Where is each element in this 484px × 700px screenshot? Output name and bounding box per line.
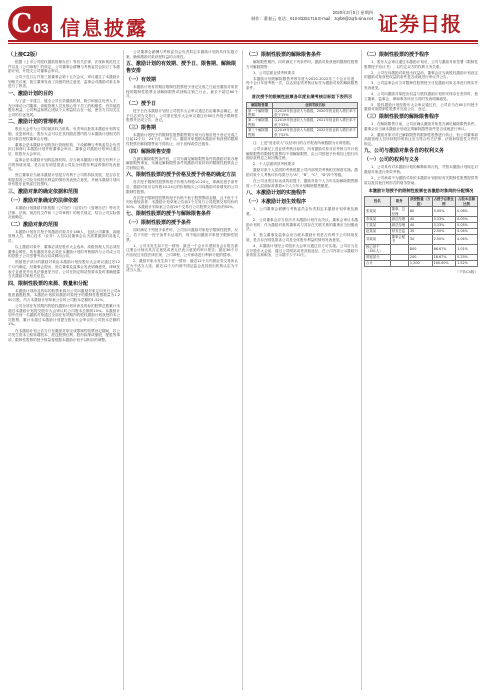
table-cell: 以2019年营业收入为基数，2022年营业收入增长率不低于52% bbox=[274, 128, 356, 137]
page-number-badge bbox=[8, 6, 52, 42]
body-paragraph: 1、公司董事会薪酬与考核委员会负责拟定本激励计划草案及摘要。 bbox=[246, 207, 358, 216]
table-cell: 核心骨干（181人） bbox=[365, 244, 391, 254]
table-cell: 财务总监 bbox=[390, 228, 408, 234]
body-paragraph: 2、公司承诺不为激励对象依本激励计划获取有关限制性股票提供贷款以及其他任何形式的财务资助。 bbox=[364, 176, 478, 185]
body-paragraph: 3、公司监事会应当对限制性股票授予日及激励对象名单进行核实并发表意见。 bbox=[364, 81, 478, 90]
body-paragraph: 同时满足下列授予条件时，公司应向激励对象授予限制性股票，反之，若下列任一授予条件未达成的，则不能向激励对象授予限制性股票。 bbox=[126, 228, 238, 242]
body-paragraph: 本激励计划首次授予的激励对象共计186人，包括公司董事、高级管理人员、核心技术（业务）人员以及董事会认为需要激励的其他人员。 bbox=[8, 229, 120, 244]
contact-line: 制作：董春云 电话：010-83251716 E-mail：zqrb9@zqrb.sina.net bbox=[251, 16, 373, 21]
table-row bbox=[247, 118, 358, 128]
table-cell: 赵某某 bbox=[365, 228, 391, 234]
body-paragraph: 公司董事会薪酬与考核委员会负责拟定本激励计划的具体实施方案，确保激励对象获授权益的合规性。 bbox=[126, 50, 238, 59]
body-paragraph: 本激励计划有效期自限制性股票授予登记完成之日起至激励对象获授的限制性股票全部解除限售或回购注销之日止，最长不超过60个月。 bbox=[126, 85, 238, 99]
section-heading: 二、激励计划的管理机构 bbox=[8, 119, 64, 126]
table-cell: 30 bbox=[408, 234, 432, 244]
body-paragraph: 首次授予限制性股票的授予价格不低于股票票面金额，且不低于下列价格较高者：本激励计划草案公告前1个交易日公司股票交易均价的50%；本激励计划草案公告前20个交易日公司股票交易均价的50%。 bbox=[126, 195, 238, 209]
section-title: 信息披露 bbox=[60, 16, 148, 40]
table-header-cell: 解除限售期 bbox=[247, 102, 273, 108]
table-cell: 董事、总经理 bbox=[390, 207, 408, 217]
table-cell: 以2019年营业收入为基数，2021年营业收入增长率不低于32% bbox=[274, 118, 356, 127]
table-caption: 首次授予的限制性股票各年度业绩考核目标如下表所示 bbox=[251, 93, 353, 99]
body-paragraph: 2、公司在向激励对象授出权益前，董事会应当就股权激励计划设定的激励对象获授权益的条件是否成就进行审议并公告。 bbox=[364, 70, 478, 80]
date-line: 2020年3月5日 星期四 bbox=[332, 10, 373, 15]
section-heading: 一、激励计划的目的 bbox=[8, 91, 54, 98]
table-row bbox=[365, 207, 478, 217]
table-cell: 40 bbox=[408, 216, 432, 222]
body-paragraph: 1、在解除限售日前，公司应确认激励对象是否满足解除限售条件。董事会应当就本激励计划设定的解除限售条件是否成就进行审议。 bbox=[364, 121, 478, 131]
column-3 bbox=[246, 50, 358, 690]
table-row bbox=[365, 260, 478, 266]
body-paragraph: 2、个人层面绩效考核要求 bbox=[253, 162, 295, 167]
body-paragraph: 独立董事应当就本激励计划是否有利于公司的持续发展，是否存在明显损害公司及全体股东利益的情形发表独立意见，并就本激励计划向所有股东征集委托投票权。 bbox=[8, 173, 120, 187]
body-paragraph: 4、公司向激励对象授出权益与股权激励计划的安排存在差异时，独立董事、监事会、律师事务所应当同时发表明确意见。 bbox=[364, 92, 478, 101]
table-header-cell: 职务 bbox=[390, 197, 408, 207]
page-number: 03 bbox=[33, 20, 49, 36]
body-paragraph: 首次授予限制性股票的授予价格为每股10.24元，即满足授予条件后，激励对象可以每股10.24元的价格购买公司向激励对象增发的公司限制性股票。 bbox=[126, 180, 238, 194]
section-heading: 八、本激励计划的实施程序 bbox=[246, 190, 307, 197]
body-paragraph: 本激励计划涉及的标的股票来源为公司向激励对象定向发行公司A股普通股股票。本激励计划拟向激励对象授予的限制性股票数量为1,200万股，约占本激励计划草案公告时公司股本总额的1.52%。 bbox=[8, 288, 120, 302]
performance-target-table bbox=[246, 102, 358, 138]
table-cell: 5.00% bbox=[432, 207, 456, 217]
body-paragraph: 公司未满足上述业绩考核目标的，所有激励对象对应考核当年计划解除限售的限制性股票均不得解除限售，由公司按授予价格加上银行同期存款利息之和回购注销。 bbox=[246, 147, 358, 161]
section-heading: 五、激励计划的有效期、授予日、限售期、解除限售安排 bbox=[126, 61, 237, 75]
body-paragraph: 为了进一步建立、健全公司长效激励机制，吸引和留住优秀人才，充分调动公司董事、高级管理人员及核心骨干员工的积极性，有效地将股东利益、公司利益和核心团队个人利益结合在一起，使各方共同关注公司的长远发展。 bbox=[8, 99, 120, 117]
body-paragraph: 监事会是本激励计划的监督机构，应当就本激励计划是否有利于公司的持续发展，是否存在明显损害公司及全体股东利益的情形发表意见。 bbox=[8, 158, 120, 172]
table-cell: 副总经理 bbox=[390, 216, 408, 222]
section-heading: （一）本激励计划生效程序 bbox=[246, 199, 307, 206]
body-paragraph: 3、独立董事及监事会应当就本激励计划是否有利于公司持续发展，是否存在明显损害公司及全体股东利益的情形发表意见。 bbox=[246, 233, 358, 242]
table-cell: 张某某 bbox=[365, 207, 391, 217]
table-cell: 0.04% bbox=[456, 234, 478, 244]
body-paragraph: 公司于近日召开第三届董事会第十五次会议，审议通过了本激励计划相关议案，独立董事发表了同意的独立意见，监事会对激励对象名单进行了核查。 bbox=[8, 75, 120, 89]
table-cell: 200 bbox=[408, 254, 432, 260]
table-cell bbox=[390, 260, 408, 266]
body-paragraph: 解除限售期内，同时满足下列条件时，激励对象获授的限制性股票方可解除限售： bbox=[246, 60, 358, 69]
table-cell: 第二个解除限售期 bbox=[247, 118, 273, 128]
body-paragraph: 在满足解除限售条件后，公司为满足解除限售条件的激励对象办理解除限售事宜，未满足解除限售条件的激励对象持有的限制性股票由公司回购注销。 bbox=[126, 156, 238, 170]
section-heading: （二）激励对象的范围 bbox=[8, 221, 59, 228]
table-cell: 李某某 bbox=[365, 216, 391, 222]
table-cell: 16.67% bbox=[432, 254, 456, 260]
body-paragraph: 授予日在本激励计划经公司股东大会审议通过后由董事会确定，授予日必须为交易日。公司需在股东大会审议通过后60日内授予限制性股票并完成公告、登记。 bbox=[126, 108, 238, 123]
header-rule-thin bbox=[8, 43, 478, 44]
table-cell: 3.33% bbox=[432, 216, 456, 222]
header-info bbox=[203, 10, 373, 22]
continued-to-label: （下转C4版） bbox=[455, 269, 478, 274]
body-paragraph: 根据《上市公司股权激励管理办法》等有关法律、法规和规范性文件以及《公司章程》的规定，公司董事会薪酬与考核委员会拟订了本激励计划，并提交公司董事会审议。 bbox=[8, 60, 120, 74]
table-caption: 本激励计划授予的限制性股票在各激励对象间的分配情况 bbox=[368, 188, 474, 194]
table-cell bbox=[390, 244, 408, 254]
table-header-cell: 占授予总数比例 bbox=[433, 197, 454, 206]
column-4-body bbox=[364, 52, 478, 185]
body-paragraph: 股东大会作为公司的最高权力机构，负责审议批准本激励计划的实施、变更和终止。股东大会可以在其权限范围内将与本激励计划相关的部分事宜授权董事会办理。 bbox=[8, 127, 120, 141]
column-1 bbox=[8, 50, 120, 690]
table-cell: 第一个解除限售期 bbox=[247, 108, 273, 118]
body-paragraph: 2、激励对象未发生如下任一情形：最近12个月内被证券交易所认定为不适当人选；最近12个月内被中国证监会及其派出机构认定为不适当人选。 bbox=[126, 258, 238, 273]
table-cell: 100.00% bbox=[432, 260, 456, 266]
section-heading: 三、激励对象的确定依据和范围 bbox=[8, 189, 79, 196]
body-paragraph: 2、激励对象可对已解除限售的限制性股票进行转让，但公司董事和高级管理人员所持股份的转让应当符合有关法律、法规和规范性文件的规定。 bbox=[364, 132, 478, 146]
body-paragraph: 注：上述"营业收入"以经审计的合并报表所载数据为计算依据。 bbox=[253, 141, 354, 145]
section-heading: （二）授予日 bbox=[126, 100, 157, 107]
table-row bbox=[247, 108, 358, 118]
body-paragraph: 以上激励对象中，董事必须经股东大会选举，高级管理人员必须经董事会聘任。所有激励对象必须在本激励计划的考核期内与公司或公司的控股子公司签署劳动合同或聘用合同。 bbox=[8, 245, 120, 259]
body-paragraph: 本激励计划授予的限制性股票限售期分别为自相应授予登记完成之日起12个月、24个月、36个月。激励对象根据本激励计划获授的限制性股票在解除限售前不得转让、用于担保或偿还债务。 bbox=[126, 132, 238, 146]
header-rule bbox=[8, 40, 478, 42]
table-cell: 0.05% bbox=[456, 216, 478, 222]
table-cell: 800 bbox=[408, 244, 432, 254]
continued-from-label: （上接C2版） bbox=[8, 52, 41, 58]
table-cell: 0.08% bbox=[456, 207, 478, 217]
table-cell: 第三个解除限售期 bbox=[247, 128, 273, 138]
table-cell: 30 bbox=[408, 228, 432, 234]
section-heading: （二）限制性股票的授予程序 bbox=[364, 52, 430, 58]
body-paragraph: 董事会是本激励计划的执行管理机构，下设薪酬与考核委员会负责拟订和修订本激励计划并报董事会审议，董事会对激励计划审议通过后，报股东大会审议。 bbox=[8, 142, 120, 156]
column-3-body bbox=[246, 52, 358, 91]
section-heading: （二）限制性股票的解除限售条件 bbox=[246, 52, 322, 58]
table-header-cell: 业绩考核目标 bbox=[273, 102, 358, 108]
section-heading: （一）激励对象确定的法律依据 bbox=[8, 198, 79, 205]
table-header-cell: 获授数量（万股） bbox=[410, 197, 431, 206]
table-cell: 66.67% bbox=[432, 244, 456, 254]
body-paragraph: 公司全部在有效期内的股权激励计划所涉及的标的股票总数累计未超过本激励计划提交股东大会审议时公司股本总额的10%。本激励计划中任何一名激励对象通过全部在有效期内的股权激励计划获授的本公司股票，累计未超过本激励计划提交股东大会审议时公司股本总额的1%。 bbox=[8, 304, 120, 327]
section-heading: 七、限制性股票的授予与解除限售条件 bbox=[126, 211, 212, 218]
table-header-cell: 占股本总额比例 bbox=[456, 197, 478, 207]
table-cell: 1.52% bbox=[456, 260, 478, 266]
section-heading: 四、限制性股票的来源、数量和分配 bbox=[8, 280, 89, 287]
table-cell: 1,200 bbox=[408, 260, 432, 266]
column-1-body bbox=[8, 60, 120, 342]
table-cell: 王某某 bbox=[365, 222, 391, 228]
table-cell: 1.01% bbox=[456, 244, 478, 254]
column-3-body-continued bbox=[246, 141, 358, 258]
body-paragraph: 1、公司具有对本激励计划的解释和执行权，并按本激励计划规定对激励对象进行绩效考核。 bbox=[364, 165, 478, 174]
body-paragraph: 4、本激励计划经公司股东大会审议通过后方可实施。公司应当在召开股东大会前，通过公司网站或者其他途径，在公司内部公示激励对象的姓名和职务，公示期不少于10天。 bbox=[246, 244, 358, 258]
body-paragraph: 1、公司层面业绩考核要求 bbox=[253, 70, 295, 75]
masthead-logo: 证券日报 bbox=[378, 12, 462, 36]
page-letter: C bbox=[11, 9, 33, 39]
column-4 bbox=[364, 50, 478, 690]
column-divider bbox=[242, 50, 243, 690]
table-cell: 副总经理 bbox=[390, 222, 408, 228]
table-cell: 0.04% bbox=[456, 228, 478, 234]
column-2-body bbox=[126, 50, 238, 273]
section-heading: （一）有效期 bbox=[126, 77, 157, 84]
table-cell: 0.25% bbox=[456, 254, 478, 260]
table-cell: 预留部分 bbox=[365, 254, 391, 260]
body-paragraph: 在本激励计划公告当日至激励对象完成限制性股票登记期间，若公司发生资本公积转增股本、派送股票红利、股份拆细或缩股、配股等事项，限制性股票的授予数量将根据本激励计划予以相应的调整。 bbox=[8, 328, 120, 342]
table-cell: 2.50% bbox=[432, 228, 456, 234]
section-heading: （三）限制性股票的解除限售程序 bbox=[364, 113, 440, 120]
body-paragraph: 1、股东大会审议通过本激励计划后，公司与激励对象签署《限制性股票授予协议书》，以约定双方的权利义务关系。 bbox=[364, 60, 478, 69]
allocation-table bbox=[364, 196, 478, 266]
table-cell: 刘某某 bbox=[365, 234, 391, 244]
body-paragraph: 5、股权激励计划经股东大会审议通过后，公司应当在60日内授予激励对象限制性股票并完成公告、登记。 bbox=[364, 102, 478, 112]
column-divider bbox=[123, 50, 124, 690]
body-paragraph: 在公司业绩目标达成的前提下，激励对象个人当年实际解除限售额度＝个人层面标准系数×个人当年计划解除限售额度。 bbox=[246, 179, 358, 188]
body-paragraph: 2、公司董事会应当依法对本激励计划作出决议。董事会审议本激励计划时，作为激励对象的董事或与其存在关联关系的董事应当回避表决。 bbox=[246, 218, 358, 232]
table-row bbox=[365, 244, 478, 254]
table-cell: 2.50% bbox=[432, 234, 456, 244]
table-cell: 0.05% bbox=[456, 222, 478, 228]
column-2 bbox=[126, 50, 238, 690]
body-paragraph: 本激励计划激励对象根据《公司法》《证券法》《管理办法》等有关法律、法规、规范性文件和《公司章程》的相关规定，结合公司实际情况而确定。 bbox=[8, 206, 120, 220]
table-cell: 以2019年营业收入为基数，2020年营业收入增长率不低于15% bbox=[274, 108, 356, 117]
body-paragraph: 1、公司未发生如下任一情形：最近一个会计年度财务会计报告被注册会计师出具否定意见或者无法表示意见的审计报告；最近36个月内出现过未按法律法规、公司章程、公开承诺进行利润分配的情形。 bbox=[126, 243, 238, 257]
table-cell: 60 bbox=[408, 207, 432, 217]
table-cell: 40 bbox=[408, 222, 432, 228]
section-heading: （一）限制性股票的授予条件 bbox=[126, 220, 192, 227]
table-cell: 3.33% bbox=[432, 222, 456, 228]
table-row bbox=[365, 234, 478, 244]
table-cell: 合计 bbox=[365, 260, 391, 266]
table-cell: 董事会秘书 bbox=[390, 234, 408, 244]
body-paragraph: 激励对象个人层面的考核根据公司内部绩效考核相关制度实施。激励对象个人考核评价结果分为"A"、"B"、"C"、"D"四个等级。 bbox=[246, 168, 358, 178]
section-heading: （四）解除限售安排 bbox=[126, 148, 172, 155]
section-heading: 九、公司与激励对象各自的权利义务 bbox=[364, 148, 445, 155]
section-heading: （三）限售期 bbox=[126, 124, 157, 131]
body-paragraph: 本激励计划的解除限售考核年度为2020-2022年三个会计年度，每个会计年度考核一次，以达到业绩考核目标作为激励对象的解除限售条件。 bbox=[246, 76, 358, 90]
table-row bbox=[247, 128, 358, 138]
section-heading: （一）公司的权利与义务 bbox=[364, 157, 420, 164]
table-header-cell: 姓名 bbox=[365, 197, 391, 207]
section-heading: 六、限制性股票的授予价格及授予价格的确定方法 bbox=[126, 172, 237, 179]
column-divider bbox=[361, 50, 362, 690]
body-paragraph: 预留授予部分的激励对象由本激励计划经股东大会审议通过后12个月内确定，经董事会提出、独立董事及监事会发表明确意见、律师发表专业意见并出具法律意见书后，公司在指定网站按要求及时准确披露当次激励对象相关信息。 bbox=[8, 260, 120, 279]
